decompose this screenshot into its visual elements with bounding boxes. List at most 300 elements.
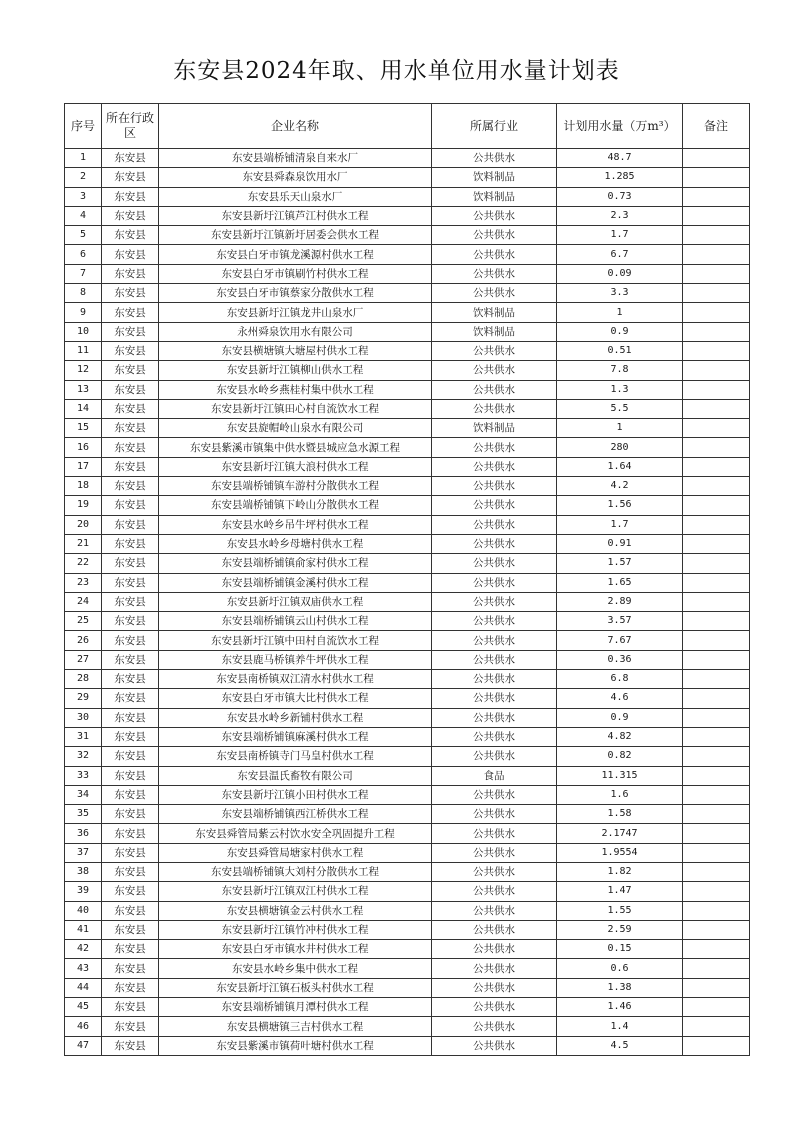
table-row — [65, 805, 750, 824]
cell-remarks — [683, 631, 750, 650]
cell-planned-water: 0.51 — [557, 341, 683, 360]
cell-planned-water: 4.6 — [557, 689, 683, 708]
cell-industry: 公共供水 — [432, 496, 557, 515]
cell-serial: 12 — [65, 361, 102, 380]
cell-planned-water: 3.57 — [557, 612, 683, 631]
cell-planned-water: 0.82 — [557, 747, 683, 766]
cell-serial: 20 — [65, 515, 102, 534]
cell-region: 东安县 — [102, 361, 159, 380]
cell-serial: 46 — [65, 1017, 102, 1036]
cell-planned-water: 1.3 — [557, 380, 683, 399]
cell-planned-water: 1.38 — [557, 978, 683, 997]
table-row — [65, 650, 750, 669]
cell-company: 东安县新圩江镇双江村供水工程 — [159, 882, 432, 901]
cell-remarks — [683, 978, 750, 997]
cell-planned-water: 2.89 — [557, 592, 683, 611]
cell-remarks — [683, 187, 750, 206]
cell-planned-water: 1.7 — [557, 515, 683, 534]
cell-planned-water: 2.1747 — [557, 824, 683, 843]
cell-planned-water: 0.9 — [557, 708, 683, 727]
table-row — [65, 862, 750, 881]
cell-remarks — [683, 361, 750, 380]
cell-industry: 公共供水 — [432, 978, 557, 997]
table-row — [65, 785, 750, 804]
table-row — [65, 187, 750, 206]
header-serial: 序号 — [65, 104, 102, 149]
cell-company: 东安县温氏畜牧有限公司 — [159, 766, 432, 785]
cell-serial: 32 — [65, 747, 102, 766]
cell-industry: 公共供水 — [432, 824, 557, 843]
cell-industry: 公共供水 — [432, 477, 557, 496]
cell-remarks — [683, 805, 750, 824]
cell-industry: 公共供水 — [432, 708, 557, 727]
cell-remarks — [683, 1017, 750, 1036]
cell-remarks — [683, 920, 750, 939]
cell-region: 东安县 — [102, 727, 159, 746]
table-row — [65, 592, 750, 611]
cell-industry: 公共供水 — [432, 920, 557, 939]
table-row — [65, 670, 750, 689]
cell-remarks — [683, 554, 750, 573]
cell-planned-water: 0.15 — [557, 940, 683, 959]
cell-remarks — [683, 785, 750, 804]
cell-serial: 23 — [65, 573, 102, 592]
cell-planned-water: 0.09 — [557, 264, 683, 283]
cell-region: 东安县 — [102, 631, 159, 650]
cell-planned-water: 1 — [557, 303, 683, 322]
cell-remarks — [683, 534, 750, 553]
cell-serial: 33 — [65, 766, 102, 785]
cell-planned-water: 4.2 — [557, 477, 683, 496]
cell-region: 东安县 — [102, 766, 159, 785]
cell-region: 东安县 — [102, 149, 159, 168]
cell-serial: 11 — [65, 341, 102, 360]
cell-industry: 公共供水 — [432, 361, 557, 380]
cell-serial: 5 — [65, 226, 102, 245]
cell-remarks — [683, 901, 750, 920]
cell-industry: 公共供水 — [432, 785, 557, 804]
cell-region: 东安县 — [102, 496, 159, 515]
cell-region: 东安县 — [102, 264, 159, 283]
cell-company: 东安县紫溪市镇集中供水暨县城应急水源工程 — [159, 438, 432, 457]
cell-planned-water: 1.7 — [557, 226, 683, 245]
cell-company: 东安县白牙市镇大比村供水工程 — [159, 689, 432, 708]
cell-serial: 10 — [65, 322, 102, 341]
cell-region: 东安县 — [102, 438, 159, 457]
table-row — [65, 264, 750, 283]
cell-remarks — [683, 592, 750, 611]
cell-industry: 公共供水 — [432, 650, 557, 669]
cell-region: 东安县 — [102, 785, 159, 804]
cell-company: 东安县新圩江镇芦江村供水工程 — [159, 206, 432, 225]
cell-region: 东安县 — [102, 168, 159, 187]
table-header-row — [65, 104, 750, 149]
cell-serial: 14 — [65, 399, 102, 418]
cell-company: 东安县南桥镇双江清水村供水工程 — [159, 670, 432, 689]
table-row — [65, 322, 750, 341]
cell-industry: 公共供水 — [432, 1017, 557, 1036]
cell-remarks — [683, 650, 750, 669]
cell-company: 东安县新圩江镇石板头村供水工程 — [159, 978, 432, 997]
cell-company: 东安县端桥铺镇月潭村供水工程 — [159, 998, 432, 1017]
cell-company: 东安县舜管局塘家村供水工程 — [159, 843, 432, 862]
table-row — [65, 727, 750, 746]
cell-industry: 公共供水 — [432, 341, 557, 360]
table-row — [65, 226, 750, 245]
cell-remarks — [683, 168, 750, 187]
table-row — [65, 496, 750, 515]
cell-company: 东安县端桥铺镇金溪村供水工程 — [159, 573, 432, 592]
cell-serial: 27 — [65, 650, 102, 669]
cell-company: 永州舜泉饮用水有限公司 — [159, 322, 432, 341]
cell-planned-water: 4.82 — [557, 727, 683, 746]
cell-planned-water: 1.64 — [557, 457, 683, 476]
cell-remarks — [683, 1036, 750, 1055]
cell-planned-water: 2.3 — [557, 206, 683, 225]
cell-serial: 38 — [65, 862, 102, 881]
cell-remarks — [683, 457, 750, 476]
cell-industry: 公共供水 — [432, 959, 557, 978]
cell-planned-water: 3.3 — [557, 284, 683, 303]
cell-serial: 2 — [65, 168, 102, 187]
cell-serial: 44 — [65, 978, 102, 997]
table-row — [65, 303, 750, 322]
cell-planned-water: 1.6 — [557, 785, 683, 804]
cell-serial: 3 — [65, 187, 102, 206]
page-title: 东安县2024年取、用水单位用水量计划表 — [173, 58, 620, 84]
cell-planned-water: 1.65 — [557, 573, 683, 592]
cell-planned-water: 11.315 — [557, 766, 683, 785]
cell-industry: 公共供水 — [432, 747, 557, 766]
cell-company: 东安县水岭乡集中供水工程 — [159, 959, 432, 978]
table-row — [65, 206, 750, 225]
cell-region: 东安县 — [102, 920, 159, 939]
cell-remarks — [683, 341, 750, 360]
cell-region: 东安县 — [102, 882, 159, 901]
cell-industry: 公共供水 — [432, 998, 557, 1017]
cell-serial: 25 — [65, 612, 102, 631]
cell-industry: 公共供水 — [432, 843, 557, 862]
cell-serial: 36 — [65, 824, 102, 843]
cell-planned-water: 1.285 — [557, 168, 683, 187]
cell-company: 东安县端桥铺镇麻溪村供水工程 — [159, 727, 432, 746]
cell-region: 东安县 — [102, 515, 159, 534]
cell-region: 东安县 — [102, 670, 159, 689]
table-row — [65, 747, 750, 766]
cell-serial: 22 — [65, 554, 102, 573]
cell-remarks — [683, 245, 750, 264]
table-row — [65, 998, 750, 1017]
cell-industry: 公共供水 — [432, 457, 557, 476]
cell-remarks — [683, 303, 750, 322]
header-region: 所在行政区 — [102, 104, 159, 149]
cell-serial: 45 — [65, 998, 102, 1017]
cell-company: 东安县新圩江镇龙井山泉水厂 — [159, 303, 432, 322]
cell-company: 东安县紫溪市镇荷叶塘村供水工程 — [159, 1036, 432, 1055]
cell-remarks — [683, 824, 750, 843]
cell-planned-water: 1.47 — [557, 882, 683, 901]
cell-region: 东安县 — [102, 959, 159, 978]
cell-company: 东安县南桥镇寺门马皇村供水工程 — [159, 747, 432, 766]
cell-industry: 公共供水 — [432, 612, 557, 631]
cell-remarks — [683, 843, 750, 862]
cell-serial: 9 — [65, 303, 102, 322]
cell-serial: 31 — [65, 727, 102, 746]
cell-serial: 30 — [65, 708, 102, 727]
cell-serial: 40 — [65, 901, 102, 920]
cell-remarks — [683, 206, 750, 225]
cell-region: 东安县 — [102, 843, 159, 862]
cell-remarks — [683, 862, 750, 881]
cell-remarks — [683, 149, 750, 168]
table-row — [65, 399, 750, 418]
cell-company: 东安县鹿马桥镇养牛坪供水工程 — [159, 650, 432, 669]
cell-company: 东安县水岭乡吊牛坪村供水工程 — [159, 515, 432, 534]
cell-serial: 42 — [65, 940, 102, 959]
cell-serial: 6 — [65, 245, 102, 264]
cell-company: 东安县端桥铺镇大刘村分散供水工程 — [159, 862, 432, 881]
table-row — [65, 766, 750, 785]
cell-planned-water: 48.7 — [557, 149, 683, 168]
cell-industry: 饮料制品 — [432, 322, 557, 341]
cell-serial: 4 — [65, 206, 102, 225]
header-industry: 所属行业 — [432, 104, 557, 149]
cell-planned-water: 1 — [557, 419, 683, 438]
table-row — [65, 573, 750, 592]
cell-planned-water: 0.9 — [557, 322, 683, 341]
cell-serial: 21 — [65, 534, 102, 553]
header-company: 企业名称 — [159, 104, 432, 149]
cell-company: 东安县端桥铺镇车游村分散供水工程 — [159, 477, 432, 496]
cell-region: 东安县 — [102, 284, 159, 303]
cell-industry: 公共供水 — [432, 882, 557, 901]
cell-region: 东安县 — [102, 862, 159, 881]
cell-company: 东安县端桥铺镇云山村供水工程 — [159, 612, 432, 631]
cell-serial: 47 — [65, 1036, 102, 1055]
cell-remarks — [683, 573, 750, 592]
cell-planned-water: 1.46 — [557, 998, 683, 1017]
cell-industry: 饮料制品 — [432, 168, 557, 187]
cell-planned-water: 1.57 — [557, 554, 683, 573]
cell-industry: 公共供水 — [432, 592, 557, 611]
header-remarks: 备注 — [683, 104, 750, 149]
cell-region: 东安县 — [102, 998, 159, 1017]
cell-industry: 公共供水 — [432, 399, 557, 418]
cell-company: 东安县端桥铺镇下岭山分散供水工程 — [159, 496, 432, 515]
cell-company: 东安县横塘镇三吉村供水工程 — [159, 1017, 432, 1036]
cell-company: 东安县旋帽岭山泉水有限公司 — [159, 419, 432, 438]
cell-remarks — [683, 670, 750, 689]
cell-industry: 公共供水 — [432, 1036, 557, 1055]
cell-region: 东安县 — [102, 226, 159, 245]
table-row — [65, 341, 750, 360]
cell-industry: 饮料制品 — [432, 187, 557, 206]
cell-region: 东安县 — [102, 805, 159, 824]
cell-remarks — [683, 284, 750, 303]
cell-company: 东安县横塘镇金云村供水工程 — [159, 901, 432, 920]
cell-planned-water: 2.59 — [557, 920, 683, 939]
table-row — [65, 940, 750, 959]
cell-remarks — [683, 689, 750, 708]
cell-region: 东安县 — [102, 380, 159, 399]
cell-remarks — [683, 998, 750, 1017]
cell-region: 东安县 — [102, 187, 159, 206]
cell-planned-water: 1.56 — [557, 496, 683, 515]
cell-industry: 公共供水 — [432, 940, 557, 959]
cell-serial: 16 — [65, 438, 102, 457]
water-plan-table — [64, 103, 750, 1056]
cell-region: 东安县 — [102, 419, 159, 438]
cell-planned-water: 280 — [557, 438, 683, 457]
table-row — [65, 631, 750, 650]
cell-serial: 34 — [65, 785, 102, 804]
table-row — [65, 978, 750, 997]
cell-region: 东安县 — [102, 901, 159, 920]
cell-region: 东安县 — [102, 612, 159, 631]
cell-industry: 饮料制品 — [432, 303, 557, 322]
cell-region: 东安县 — [102, 747, 159, 766]
cell-company: 东安县新圩江镇大浪村供水工程 — [159, 457, 432, 476]
cell-industry: 公共供水 — [432, 149, 557, 168]
cell-industry: 公共供水 — [432, 631, 557, 650]
cell-serial: 15 — [65, 419, 102, 438]
cell-serial: 24 — [65, 592, 102, 611]
table-row — [65, 959, 750, 978]
cell-company: 东安县水岭乡新铺村供水工程 — [159, 708, 432, 727]
cell-planned-water: 1.9554 — [557, 843, 683, 862]
cell-planned-water: 6.8 — [557, 670, 683, 689]
cell-remarks — [683, 766, 750, 785]
cell-remarks — [683, 438, 750, 457]
cell-company: 东安县新圩江镇双庙供水工程 — [159, 592, 432, 611]
table-row — [65, 245, 750, 264]
cell-serial: 7 — [65, 264, 102, 283]
cell-region: 东安县 — [102, 341, 159, 360]
cell-serial: 13 — [65, 380, 102, 399]
cell-remarks — [683, 515, 750, 534]
table-row — [65, 515, 750, 534]
cell-remarks — [683, 226, 750, 245]
cell-serial: 17 — [65, 457, 102, 476]
cell-serial: 29 — [65, 689, 102, 708]
cell-planned-water: 7.67 — [557, 631, 683, 650]
cell-region: 东安县 — [102, 399, 159, 418]
cell-region: 东安县 — [102, 1017, 159, 1036]
cell-industry: 饮料制品 — [432, 419, 557, 438]
cell-company: 东安县白牙市镇龙溪源村供水工程 — [159, 245, 432, 264]
table-row — [65, 1017, 750, 1036]
cell-planned-water: 1.4 — [557, 1017, 683, 1036]
cell-serial: 1 — [65, 149, 102, 168]
cell-industry: 公共供水 — [432, 206, 557, 225]
cell-company: 东安县白牙市镇蔡家分散供水工程 — [159, 284, 432, 303]
cell-remarks — [683, 882, 750, 901]
cell-serial: 43 — [65, 959, 102, 978]
cell-planned-water: 5.5 — [557, 399, 683, 418]
cell-remarks — [683, 727, 750, 746]
cell-region: 东安县 — [102, 940, 159, 959]
cell-region: 东安县 — [102, 534, 159, 553]
cell-company: 东安县水岭乡燕桂村集中供水工程 — [159, 380, 432, 399]
cell-region: 东安县 — [102, 978, 159, 997]
cell-region: 东安县 — [102, 206, 159, 225]
cell-industry: 公共供水 — [432, 264, 557, 283]
cell-company: 东安县新圩江镇柳山供水工程 — [159, 361, 432, 380]
cell-region: 东安县 — [102, 457, 159, 476]
table-row — [65, 554, 750, 573]
cell-industry: 公共供水 — [432, 727, 557, 746]
cell-industry: 公共供水 — [432, 380, 557, 399]
cell-industry: 公共供水 — [432, 573, 557, 592]
cell-industry: 公共供水 — [432, 805, 557, 824]
cell-company: 东安县舜森泉饮用水厂 — [159, 168, 432, 187]
cell-company: 东安县横塘镇大塘屋村供水工程 — [159, 341, 432, 360]
cell-region: 东安县 — [102, 592, 159, 611]
cell-remarks — [683, 380, 750, 399]
header-planned-water: 计划用水量（万m³） — [557, 104, 683, 149]
cell-remarks — [683, 940, 750, 959]
table-row — [65, 438, 750, 457]
cell-remarks — [683, 708, 750, 727]
cell-remarks — [683, 747, 750, 766]
cell-company: 东安县白牙市镇刷竹村供水工程 — [159, 264, 432, 283]
cell-planned-water: 7.8 — [557, 361, 683, 380]
cell-planned-water: 0.91 — [557, 534, 683, 553]
cell-remarks — [683, 322, 750, 341]
table-row — [65, 419, 750, 438]
cell-serial: 41 — [65, 920, 102, 939]
cell-company: 东安县新圩江镇新圩居委会供水工程 — [159, 226, 432, 245]
cell-company: 东安县新圩江镇田心村自流饮水工程 — [159, 399, 432, 418]
cell-industry: 食品 — [432, 766, 557, 785]
cell-region: 东安县 — [102, 708, 159, 727]
cell-company: 东安县新圩江镇小田村供水工程 — [159, 785, 432, 804]
cell-industry: 公共供水 — [432, 670, 557, 689]
cell-planned-water: 0.73 — [557, 187, 683, 206]
cell-company: 东安县水岭乡母塘村供水工程 — [159, 534, 432, 553]
cell-company: 东安县新圩江镇中田村自流饮水工程 — [159, 631, 432, 650]
table-row — [65, 882, 750, 901]
table-row — [65, 149, 750, 168]
cell-region: 东安县 — [102, 650, 159, 669]
cell-company: 东安县端桥铺清泉自来水厂 — [159, 149, 432, 168]
table-row — [65, 380, 750, 399]
cell-serial: 18 — [65, 477, 102, 496]
cell-industry: 公共供水 — [432, 554, 557, 573]
cell-serial: 39 — [65, 882, 102, 901]
table-row — [65, 901, 750, 920]
cell-industry: 公共供水 — [432, 284, 557, 303]
cell-region: 东安县 — [102, 689, 159, 708]
table-row — [65, 920, 750, 939]
table-row — [65, 534, 750, 553]
cell-industry: 公共供水 — [432, 862, 557, 881]
cell-industry: 公共供水 — [432, 226, 557, 245]
cell-remarks — [683, 264, 750, 283]
cell-industry: 公共供水 — [432, 689, 557, 708]
cell-remarks — [683, 959, 750, 978]
cell-region: 东安县 — [102, 322, 159, 341]
cell-industry: 公共供水 — [432, 245, 557, 264]
cell-region: 东安县 — [102, 303, 159, 322]
table-row — [65, 708, 750, 727]
table-body — [65, 149, 750, 1056]
cell-company: 东安县舜管局紫云村饮水安全巩固提升工程 — [159, 824, 432, 843]
table-row — [65, 843, 750, 862]
cell-serial: 8 — [65, 284, 102, 303]
table-row — [65, 824, 750, 843]
table-row — [65, 284, 750, 303]
